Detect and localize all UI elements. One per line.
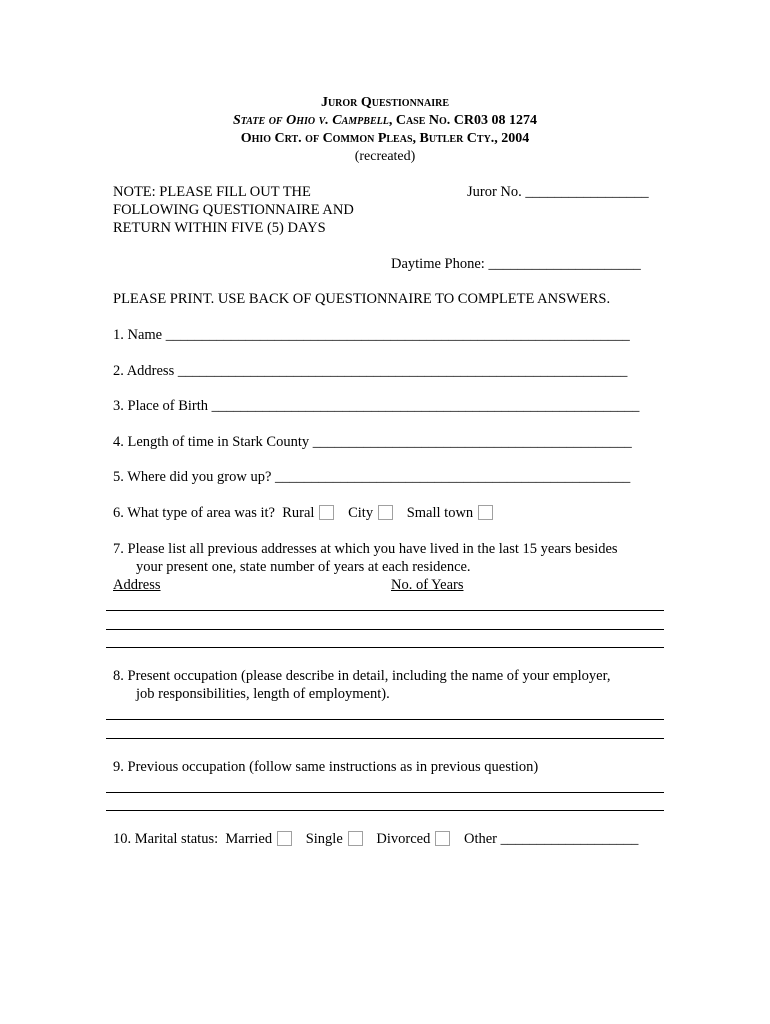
address-column-header: Address — [113, 577, 161, 593]
instructions: PLEASE PRINT. USE BACK OF QUESTIONNAIRE TO COMPLETE ANSWERS. — [113, 291, 611, 307]
area-type-prompt: 6. What type of area was it? — [113, 505, 275, 521]
option-rural-label: Rural — [282, 505, 315, 521]
answer-line[interactable] — [106, 629, 664, 630]
divorced-checkbox[interactable] — [435, 831, 450, 846]
option-small-town-label: Small town — [406, 505, 474, 521]
address-field[interactable]: 2. Address ______________________________________________________________ — [113, 363, 628, 379]
answer-line[interactable] — [106, 610, 664, 611]
single-checkbox[interactable] — [348, 831, 363, 846]
court-name: Ohio Crt. of Common Pleas, Butler Cty., 2004 — [240, 131, 530, 146]
marital-status-question — [113, 830, 638, 848]
option-married-label: Married — [225, 831, 273, 847]
answer-line[interactable] — [106, 792, 664, 793]
daytime-phone-field[interactable]: Daytime Phone: _____________________ — [391, 256, 641, 272]
form-title: Juror Questionnaire — [320, 95, 450, 110]
length-of-time-field[interactable]: 4. Length of time in Stark County ____________________________________________ — [113, 434, 632, 450]
other-status-field[interactable]: Other ___________________ — [463, 831, 639, 847]
place-of-birth-field[interactable]: 3. Place of Birth ___________________________________________________________ — [113, 398, 640, 414]
case-caption — [0, 112, 770, 130]
form-subtitle: (recreated) — [354, 149, 416, 164]
answer-line[interactable] — [106, 719, 664, 720]
small-town-checkbox[interactable] — [478, 505, 493, 520]
years-column-header: No. of Years — [391, 577, 464, 593]
answer-line[interactable] — [106, 810, 664, 811]
area-type-question — [113, 504, 503, 522]
rural-checkbox[interactable] — [319, 505, 334, 520]
city-checkbox[interactable] — [378, 505, 393, 520]
note-line-2: FOLLOWING QUESTIONNAIRE AND — [113, 202, 354, 218]
juror-number-field[interactable]: Juror No. _________________ — [467, 184, 649, 200]
option-divorced-label: Divorced — [376, 831, 431, 847]
note-line-1: NOTE: PLEASE FILL OUT THE — [113, 184, 311, 200]
note-line-3: RETURN WITHIN FIVE (5) DAYS — [113, 220, 326, 236]
previous-occupation-question: 9. Previous occupation (follow same instructions as in previous question) — [113, 759, 539, 775]
present-occupation-question: 8. Present occupation (please describe in detail, including the name of your employer, — [113, 668, 611, 684]
previous-addresses-question-cont: your present one, state number of years at each residence. — [136, 559, 471, 575]
case-number: , Case No. CR03 08 1274 — [388, 113, 538, 128]
option-city-label: City — [348, 505, 374, 521]
marital-status-prompt: 10. Marital status: — [113, 831, 219, 847]
married-checkbox[interactable] — [277, 831, 292, 846]
previous-addresses-question: 7. Please list all previous addresses at which you have lived in the last 15 years besides — [113, 541, 618, 557]
answer-line[interactable] — [106, 738, 664, 739]
answer-line[interactable] — [106, 647, 664, 648]
grow-up-field[interactable]: 5. Where did you grow up? _________________________________________________ — [113, 469, 631, 485]
case-parties: State of Ohio v. Campbell — [232, 113, 389, 128]
present-occupation-question-cont: job responsibilities, length of employment). — [136, 686, 390, 702]
option-single-label: Single — [305, 831, 343, 847]
name-field[interactable]: 1. Name ________________________________________________________________ — [113, 327, 630, 343]
